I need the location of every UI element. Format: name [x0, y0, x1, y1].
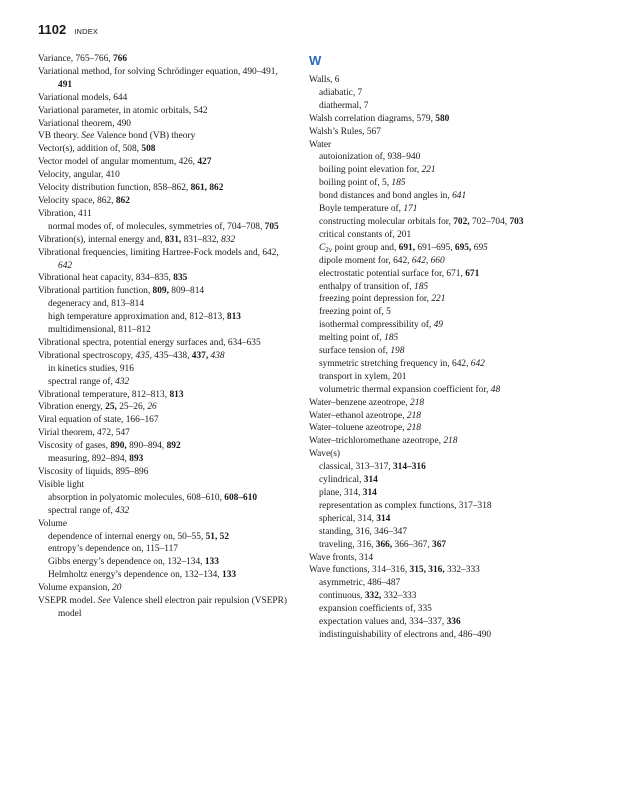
entry-text: Velocity distribution function, 858–862,	[38, 183, 191, 194]
entry-text: dependence of internal energy on, 50–55,	[48, 531, 206, 542]
entry-text: 642	[58, 260, 73, 271]
index-entry	[38, 389, 293, 402]
entry-text: 671	[465, 268, 480, 279]
index-subentry	[309, 203, 571, 216]
entry-text: normal modes of, of molecules, symmetries of, 704–708,	[48, 221, 265, 232]
index-entry	[309, 74, 571, 87]
entry-text: 218	[406, 423, 421, 434]
entry-text: Water–trichloromethane azeotrope,	[309, 436, 444, 447]
right-entries	[309, 74, 571, 642]
entry-text: Gibbs energy’s dependence on, 132–134,	[48, 557, 205, 568]
entry-text: 366,	[375, 539, 393, 550]
entry-text: freezing point of, 5	[319, 307, 391, 318]
index-entry	[38, 350, 293, 363]
entry-text: Vibrational temperature, 812–813,	[38, 389, 170, 400]
entry-text: 893	[129, 454, 144, 465]
index-entry	[309, 113, 571, 126]
entry-text: Vibrational spectroscopy,	[38, 350, 136, 361]
entry-text: continuous,	[319, 591, 365, 602]
entry-text: 862	[115, 195, 130, 206]
index-entry	[38, 427, 293, 440]
index-subentry	[38, 324, 293, 337]
index-entry	[38, 195, 293, 208]
entry-text: Wave(s)	[309, 449, 340, 460]
entry-text: spectral range of,	[48, 376, 116, 387]
entry-text: Vibration, 411	[38, 208, 92, 219]
entry-text: 508	[141, 144, 156, 155]
entry-text: VSEPR model.	[38, 596, 98, 607]
entry-text: 221	[421, 165, 436, 176]
index-entry	[309, 552, 571, 565]
entry-text: multidimensional, 811–812	[48, 325, 151, 336]
entry-text: Viscosity of liquids, 895–896	[38, 467, 149, 477]
index-subentry	[309, 293, 571, 306]
entry-text: indistinguishability of electrons and, 486–490	[319, 629, 492, 640]
entry-text: 702,	[453, 216, 470, 227]
entry-text: adiabatic, 7	[319, 87, 363, 98]
entry-text: representation as complex functions, 317–318	[319, 500, 492, 511]
entry-text: 432	[115, 505, 130, 516]
entry-text: 49	[433, 320, 443, 331]
entry-text: 642	[470, 358, 485, 369]
entry-text: 435,	[135, 350, 152, 361]
entry-text: 366–367,	[392, 539, 433, 550]
index-entry	[38, 466, 293, 479]
index-subentry	[309, 242, 571, 255]
index-subentry	[309, 474, 571, 487]
index-entry	[38, 182, 293, 195]
entry-text: 332–333	[444, 565, 480, 576]
index-subentry	[38, 298, 293, 311]
index-entry	[38, 143, 293, 156]
section-letter: W	[309, 53, 322, 68]
entry-text: 315, 316,	[409, 565, 445, 576]
entry-text: Vibration energy,	[38, 402, 106, 413]
index-subentry	[309, 151, 571, 164]
index-subentry	[38, 543, 293, 556]
index-entry	[309, 397, 571, 410]
running-head: INDEX	[74, 27, 99, 36]
entry-text: transport in xylem, 201	[319, 371, 407, 382]
index-entry	[38, 234, 293, 247]
entry-text: Variational theorem, 490	[38, 118, 131, 129]
index-subentry	[309, 177, 571, 190]
index-entry	[38, 247, 293, 273]
index-subentry	[309, 487, 571, 500]
index-subentry	[309, 616, 571, 629]
entry-text: spherical, 314,	[319, 513, 377, 524]
entry-text: 218	[406, 410, 421, 421]
entry-text: 642, 660	[411, 255, 445, 266]
index-subentry	[38, 569, 293, 582]
index-subentry	[309, 255, 571, 268]
entry-text: 705	[264, 221, 279, 232]
entry-text: 766	[112, 54, 128, 64]
entry-text: 641	[452, 191, 467, 202]
entry-text: 437,	[191, 350, 209, 361]
index-entry	[309, 448, 571, 461]
index-subentry	[309, 345, 571, 358]
entry-text: boiling point of, 5,	[319, 178, 392, 189]
entry-text: Water	[309, 139, 332, 150]
index-subentry	[309, 100, 571, 113]
entry-text: 702–704,	[469, 216, 510, 227]
entry-text: 861, 862	[190, 183, 224, 194]
index-subentry	[309, 539, 571, 552]
entry-text: traveling, 316,	[319, 539, 376, 550]
entry-text: 580	[435, 113, 450, 124]
index-subentry	[38, 376, 293, 389]
index-entry	[38, 66, 293, 92]
index-entry	[309, 126, 571, 139]
index-entry	[309, 139, 571, 152]
index-subentry	[309, 500, 571, 513]
entry-text: dipole moment for, 642,	[319, 255, 412, 266]
entry-text: measuring, 892–894,	[48, 454, 130, 465]
index-entry	[38, 414, 293, 427]
index-entry	[38, 401, 293, 414]
entry-text: diathermal, 7	[319, 100, 369, 111]
entry-text: Helmholtz energy’s dependence on, 132–134,	[48, 570, 222, 581]
index-entry	[38, 582, 293, 595]
entry-text: Vibration(s), internal energy and,	[38, 234, 165, 245]
index-subentry	[38, 531, 293, 544]
entry-text: 835	[173, 273, 188, 284]
index-subentry	[38, 311, 293, 324]
index-subentry	[309, 268, 571, 281]
index-entry	[38, 518, 293, 531]
entry-text: Visible light	[38, 479, 85, 490]
entry-text: high temperature approximation and, 812–813,	[48, 312, 227, 323]
entry-text: Water–ethanol azeotrope,	[309, 410, 407, 421]
entry-text: critical constants of, 201	[319, 229, 412, 240]
entry-text: Vibrational heat capacity, 834–835,	[38, 273, 174, 284]
index-subentry	[309, 87, 571, 100]
entry-text: 221	[431, 294, 446, 305]
entry-text: 218	[410, 397, 425, 408]
entry-text: electrostatic potential surface for, 671,	[319, 268, 466, 279]
entry-text: 832	[221, 234, 236, 245]
entry-text: Valence shell electron pair repulsion (VSEPR) model	[58, 596, 288, 619]
index-entry	[38, 156, 293, 169]
index-entry	[38, 479, 293, 492]
index-subentry	[309, 306, 571, 319]
entry-text: spectral range of,	[48, 505, 116, 516]
entry-text: plane, 314,	[319, 488, 363, 498]
index-subentry	[309, 603, 571, 616]
entry-text: Water–toluene azeotrope,	[309, 423, 407, 434]
entry-text: 608–610	[224, 492, 258, 503]
index-subentry	[309, 190, 571, 203]
entry-text: Variational method, for solving Schrödinger equation, 490–491,	[38, 66, 278, 77]
index-subentry	[38, 492, 293, 505]
entry-text: Volume expansion,	[38, 583, 113, 594]
entry-text: 185	[391, 178, 406, 189]
index-entry	[38, 130, 293, 143]
entry-text: 691–695,	[415, 242, 455, 253]
entry-text: Walsh correlation diagrams, 579,	[309, 113, 436, 124]
entry-text: Vector(s), addition of, 508,	[38, 144, 142, 155]
entry-text: Walls, 6	[309, 75, 340, 85]
entry-text: 890,	[110, 441, 127, 452]
entry-text: Walsh’s Rules, 567	[309, 126, 381, 137]
entry-text: 51, 52	[205, 531, 230, 542]
entry-text: constructing molecular orbitals for,	[319, 216, 454, 227]
index-entry	[38, 595, 293, 621]
entry-text: C	[319, 242, 326, 253]
page-header	[38, 22, 98, 37]
entry-text: Virial theorem, 472, 547	[38, 428, 130, 439]
entry-text: autoionization of, 938–940	[319, 152, 421, 163]
index-column-left	[38, 53, 293, 621]
entry-text: boiling point elevation for,	[319, 165, 422, 176]
index-subentry	[309, 384, 571, 397]
entry-text: 314	[363, 475, 378, 486]
index-subentry	[38, 363, 293, 376]
entry-text: Viscosity of gases,	[38, 441, 111, 452]
entry-text: 185	[414, 281, 429, 292]
entry-text: surface tension of,	[319, 346, 391, 357]
entry-text: Velocity space, 862,	[38, 195, 116, 206]
entry-text: standing, 316, 346–347	[319, 526, 408, 537]
entry-text: 691,	[398, 242, 416, 253]
index-subentry	[309, 229, 571, 242]
entry-text: 427	[197, 157, 212, 168]
entry-text: 809,	[152, 286, 169, 297]
entry-text: See	[97, 596, 111, 607]
entry-text: bond distances and bond angles in,	[319, 191, 453, 202]
index-subentry	[309, 281, 571, 294]
entry-text: freezing point depression for,	[319, 294, 432, 305]
index-entry	[38, 105, 293, 118]
entry-text: Wave functions, 314–316,	[309, 565, 410, 576]
index-entry	[309, 410, 571, 423]
index-subentry	[309, 216, 571, 229]
index-entry	[38, 285, 293, 298]
index-subentry	[309, 629, 571, 642]
entry-text: 25,	[105, 402, 117, 413]
entry-text: asymmetric, 486–487	[319, 578, 401, 589]
entry-text: 26	[147, 402, 157, 413]
entry-text: volumetric thermal expansion coefficient for,	[319, 384, 491, 395]
index-subentry	[309, 513, 571, 526]
entry-text: Volume	[38, 518, 67, 529]
index-entry	[38, 169, 293, 182]
entry-text: isothermal compressibility of,	[319, 320, 434, 331]
index-subentry	[38, 556, 293, 569]
entry-text: 171	[403, 204, 418, 215]
index-subentry	[309, 319, 571, 332]
entry-text: Wave fronts, 314	[309, 552, 374, 563]
entry-text: 133	[204, 557, 219, 568]
index-entry	[38, 92, 293, 105]
entry-text: Variational models, 644	[38, 92, 128, 103]
entry-text: expectation values and, 334–337,	[319, 617, 447, 628]
entry-text: Vector model of angular momentum, 426,	[38, 157, 198, 168]
entry-text: 809–814	[168, 286, 205, 297]
entry-text: 185	[384, 333, 399, 344]
index-entry	[309, 422, 571, 435]
entry-text: 314	[362, 488, 377, 498]
index-subentry	[38, 453, 293, 466]
entry-text: symmetric stretching frequency in, 642,	[319, 358, 471, 369]
index-entry	[38, 337, 293, 350]
index-subentry	[38, 221, 293, 234]
entry-text: 831–832,	[181, 234, 222, 245]
page-number: 1102	[38, 22, 67, 37]
entry-text: point group and,	[332, 242, 399, 253]
index-column-right	[309, 54, 571, 642]
entry-text: 703	[509, 216, 524, 227]
index-subentry	[309, 590, 571, 603]
index-entry	[38, 440, 293, 453]
entry-text: Vibrational partition function,	[38, 286, 153, 297]
entry-text: 831,	[164, 234, 182, 245]
entry-text: Vibrational frequencies, limiting Hartree-Fock models and, 642,	[38, 247, 279, 258]
entry-text: 890–894,	[126, 441, 167, 452]
entry-text: 48	[490, 384, 501, 395]
entry-text: 314	[376, 513, 391, 524]
entry-text: absorption in polyatomic molecules, 608–610,	[48, 492, 225, 503]
entry-text: 813	[169, 389, 184, 400]
entry-text: 20	[112, 583, 122, 594]
entry-text: in kinetics studies, 916	[48, 363, 134, 374]
entry-text: 133	[222, 570, 237, 581]
entry-text: 336	[446, 617, 461, 628]
entry-text: 695,	[454, 242, 472, 253]
index-subentry	[309, 358, 571, 371]
index-entry	[38, 118, 293, 131]
entry-text: Variational parameter, in atomic orbitals, 542	[38, 105, 208, 116]
index-entry	[309, 435, 571, 448]
entry-text: classical, 313–317,	[319, 462, 393, 473]
entry-text: 25–26,	[116, 402, 148, 413]
entry-text: cylindrical,	[319, 475, 364, 486]
entry-text: Velocity, angular, 410	[38, 170, 120, 181]
entry-text: 695	[473, 242, 488, 253]
entry-text: Boyle temperature of,	[319, 204, 404, 215]
index-entry	[38, 272, 293, 285]
entry-text: 198	[390, 346, 405, 357]
entry-text: 314–316	[392, 462, 426, 473]
entry-text: 367	[432, 539, 447, 550]
entry-text: VB theory.	[38, 131, 82, 142]
entry-text: 218	[443, 436, 458, 447]
index-subentry	[38, 505, 293, 518]
entry-text: 332–333	[381, 591, 417, 602]
entry-text: 332,	[364, 591, 382, 602]
entry-text: melting point of,	[319, 333, 385, 344]
entry-text: 438	[210, 350, 225, 361]
entry-text: 491	[58, 79, 73, 90]
entry-text: Water–benzene azeotrope,	[309, 397, 411, 408]
index-entry	[38, 53, 293, 66]
entry-text: 813	[226, 312, 241, 323]
index-subentry	[309, 332, 571, 345]
index-entry	[309, 564, 571, 577]
entry-text: Valence bond (VB) theory	[94, 131, 196, 142]
entry-text: Vibrational spectra, potential energy surfaces and, 634–635	[38, 337, 261, 348]
index-entry	[38, 208, 293, 221]
index-subentry	[309, 164, 571, 177]
index-subentry	[309, 526, 571, 539]
index-subentry	[309, 461, 571, 474]
entry-text: degeneracy and, 813–814	[48, 299, 145, 310]
entry-text: 435–438,	[151, 350, 192, 361]
index-subentry	[309, 577, 571, 590]
entry-text: Viral equation of state, 166–167	[38, 415, 159, 426]
index-subentry	[309, 371, 571, 384]
entry-text: entropy’s dependence on, 115–117	[48, 544, 178, 555]
entry-text: 432	[115, 376, 130, 387]
entry-text: 2v	[325, 245, 333, 254]
entry-text: 892	[166, 441, 181, 452]
entry-text: Variance, 765–766,	[38, 54, 113, 64]
entry-text: See	[81, 131, 95, 142]
entry-text: enthalpy of transition of,	[319, 281, 415, 292]
entry-text: expansion coefficients of, 335	[319, 604, 432, 615]
